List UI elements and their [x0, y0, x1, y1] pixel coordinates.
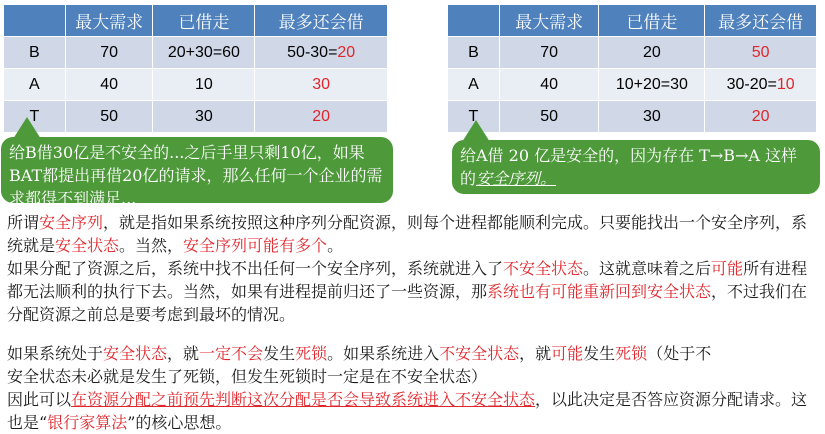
need-cell: [705, 37, 817, 69]
text-run: 。当然，: [119, 236, 184, 255]
text-run: 因此可以: [7, 390, 72, 409]
need-cell: [255, 69, 388, 101]
callout-safe: [452, 140, 820, 194]
table-header-row: [4, 5, 388, 37]
callout-tail: [13, 117, 41, 139]
callout-text: 给A借 20 亿是安全的，因为存在 T→B→A 这样的: [460, 146, 798, 188]
table-row: [4, 101, 388, 133]
resource-table-left: [3, 4, 388, 133]
text-run-red: 可能: [551, 344, 584, 363]
borrowed-cell: 10: [153, 69, 255, 101]
text-run-red: 一定不会: [199, 344, 264, 363]
text-run: 所谓: [7, 213, 40, 232]
text-run: （处于不: [647, 344, 712, 363]
need-cell: [705, 101, 817, 133]
need-formula: 30-20=: [726, 75, 777, 93]
borrowed-cell: 10+20=30: [599, 69, 705, 101]
need-cell: [705, 69, 817, 101]
callout-unsafe: [1, 137, 393, 208]
text-run-red: 安全序列: [39, 213, 104, 232]
borrowed-cell: 30: [599, 101, 705, 133]
max-cell: 40: [65, 69, 153, 101]
borrowed-cell: 20: [599, 37, 705, 69]
text-run-red: 可能: [711, 259, 744, 278]
paragraph-deadlock-1: [7, 342, 819, 365]
text-run: 。: [327, 236, 344, 255]
text-run: 安全状态未必就是发生了死锁，但发生死锁时一定是在不安全状态）: [7, 367, 488, 386]
header-cell: 最大需求: [499, 5, 599, 37]
need-value: 20: [312, 107, 331, 125]
text-run: ，以此决定是否答应资源分配请求。这也是“: [7, 390, 808, 432]
callout-tail: [462, 120, 490, 142]
text-run: 。这就意味着之后: [583, 259, 712, 278]
max-cell: 70: [65, 37, 153, 69]
text-run: ，就: [519, 344, 552, 363]
paragraph-safe-sequence: [7, 211, 819, 257]
text-run: 所有进程都无法顺利的执行下去。当然，如果有进程提前归还了一些资源，那: [7, 259, 808, 301]
need-cell: [255, 37, 388, 69]
text-run-red: 不安全状态: [503, 259, 584, 278]
max-cell: 50: [65, 101, 153, 133]
process-cell: B: [448, 37, 500, 69]
header-cell: 最多还会借: [705, 5, 817, 37]
borrowed-cell: 20+30=60: [153, 37, 255, 69]
process-cell: T: [4, 101, 66, 133]
need-value: 50: [751, 43, 770, 61]
text-run: 发生: [263, 344, 296, 363]
process-cell: A: [448, 69, 500, 101]
paragraph-deadlock-2: [7, 365, 819, 388]
text-run: 如果系统处于: [7, 344, 104, 363]
text-run-red: 安全状态: [55, 236, 120, 255]
need-value: 10: [776, 75, 795, 93]
text-run-red: 安全状态: [103, 344, 168, 363]
text-run: ，就: [167, 344, 200, 363]
need-value: 30: [312, 75, 331, 93]
text-run: 如果分配了资源之后，系统中找不出任何一个安全序列，系统就进入了: [7, 259, 504, 278]
text-run: ”的核心思想。: [127, 413, 232, 432]
text-run-red: 安全序列可能有多个: [183, 236, 328, 255]
table-header-row: [448, 5, 817, 37]
max-cell: 40: [499, 69, 599, 101]
text-run: ，不过我们在分配资源之前总是要考虑到最坏的情况。: [7, 282, 808, 324]
process-cell: A: [4, 69, 66, 101]
need-value: 20: [337, 43, 356, 61]
paragraph-unsafe-state: [7, 257, 819, 326]
table-row: [448, 101, 817, 133]
text-run-red: 不安全状态: [439, 344, 520, 363]
text-run-red: 死锁: [615, 344, 648, 363]
header-cell: 最多还会借: [255, 5, 388, 37]
paragraph-bankers: [7, 388, 819, 434]
table-row: [4, 69, 388, 101]
text-run: ，就是指如果系统按照这种序列分配资源，则每个进程都能顺利完成。只要能找出一个安全序列，系统就是: [7, 213, 808, 255]
text-run-red: 在资源分配之前预先判断这次分配是否会导致系统进入不安全状态: [71, 390, 536, 409]
callout-emphasis: 安全序列。: [476, 169, 557, 188]
header-cell: [4, 5, 66, 37]
table-row: [448, 37, 817, 69]
need-value: 20: [751, 107, 770, 125]
need-cell: [255, 101, 388, 133]
borrowed-cell: 30: [153, 101, 255, 133]
table-row: [448, 69, 817, 101]
text-run-red: 系统也有可能重新回到安全状态: [487, 282, 712, 301]
process-cell: B: [4, 37, 66, 69]
process-cell: T: [448, 101, 500, 133]
header-cell: 已借走: [599, 5, 705, 37]
text-run-red: 银行家算法: [47, 413, 128, 432]
need-formula: 50-30=: [287, 43, 338, 61]
max-cell: 50: [499, 101, 599, 133]
text-run: 。如果系统进入: [327, 344, 440, 363]
resource-table-right: [447, 4, 817, 133]
header-cell: 最大需求: [65, 5, 153, 37]
max-cell: 70: [499, 37, 599, 69]
table-row: [4, 37, 388, 69]
header-cell: 已借走: [153, 5, 255, 37]
header-cell: [448, 5, 500, 37]
callout-text: 给B借30亿是不安全的...之后手里只剩10亿，如果BAT都提出再借20亿的请求，那么任何一个企业的需求都得不到满足...: [9, 143, 383, 208]
text-run: 发生: [583, 344, 616, 363]
text-run-red: 死锁: [295, 344, 328, 363]
